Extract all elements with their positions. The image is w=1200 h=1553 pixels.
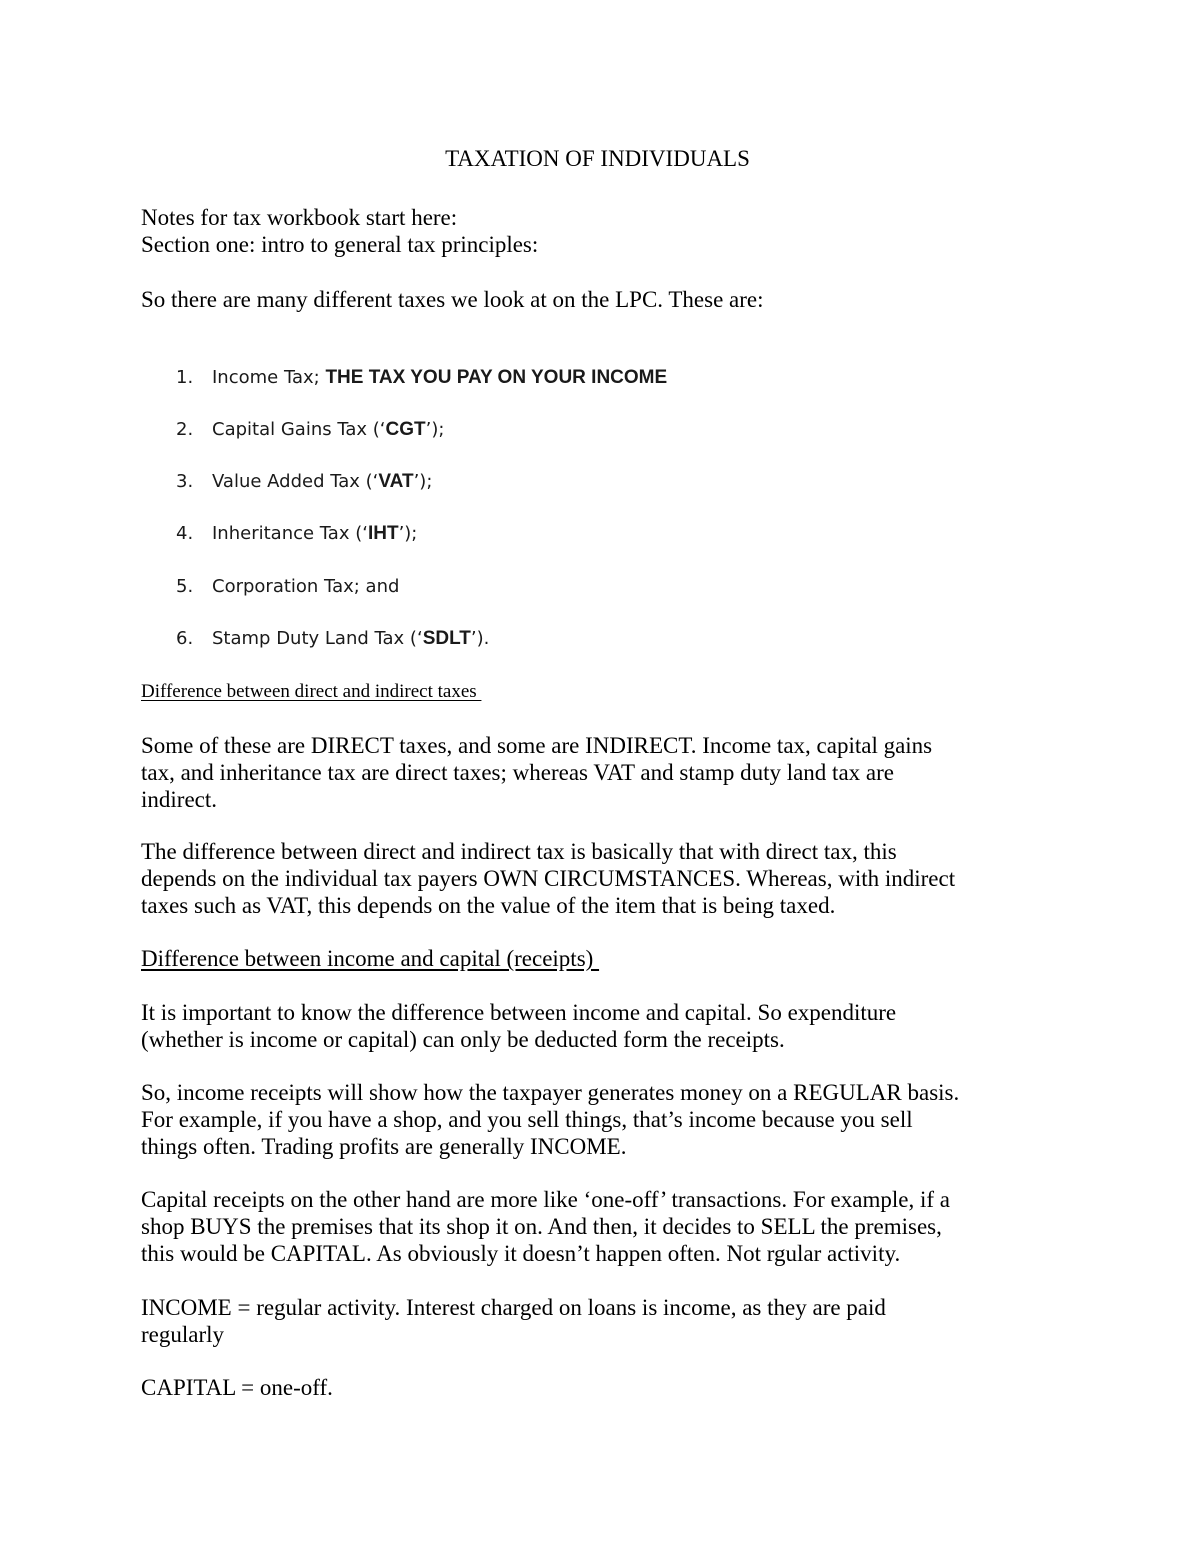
paragraph-capital-definition: CAPITAL = one-off. [141, 1375, 333, 1400]
paragraph-line: things often. Trading profits are generally INCOME. [141, 1134, 627, 1159]
paragraph-line: So, income receipts will show how the taxpayer generates money on a REGULAR basis. [141, 1080, 960, 1105]
paragraph-line: (whether is income or capital) can only be deducted form the receipts. [141, 1027, 785, 1052]
paragraph-line: It is important to know the difference between income and capital. So expenditure [141, 1000, 897, 1025]
list-text: Stamp Duty Land Tax (‘ [212, 628, 423, 649]
list-text: Income Tax; [212, 367, 326, 388]
list-text: Inheritance Tax (‘ [212, 523, 368, 544]
paragraph-line: this would be CAPITAL. As obviously it doesn’t happen often. Not rgular activity. [141, 1241, 901, 1266]
paragraph-line: Capital receipts on the other hand are more like ‘one-off’ transactions. For example, if a [141, 1187, 950, 1212]
intro-line-2: Section one: intro to general tax principles: [141, 232, 539, 257]
section-heading-income-capital: Difference between income and capital (receipts) [141, 946, 600, 971]
paragraph-line: shop BUYS the premises that its shop it on. And then, it decides to SELL the premises, [141, 1214, 942, 1239]
list-number: 4. [176, 523, 194, 544]
list-bold: SDLT [422, 628, 471, 649]
paragraph-line: tax, and inheritance tax are direct taxes; whereas VAT and stamp duty land tax are [141, 760, 894, 785]
list-bold: CGT [385, 419, 426, 440]
paragraph-line: regularly [141, 1322, 225, 1347]
list-number: 5. [176, 576, 194, 597]
paragraph-line: indirect. [141, 787, 217, 812]
list-text: Capital Gains Tax (‘ [212, 419, 386, 440]
section-heading-direct-indirect: Difference between direct and indirect taxes [141, 681, 482, 702]
list-number: 6. [176, 628, 194, 649]
lead-paragraph: So there are many different taxes we look at on the LPC. These are: [141, 287, 764, 312]
list-after: ’). [470, 628, 490, 649]
list-text: Corporation Tax; and [212, 576, 400, 597]
intro-line-1: Notes for tax workbook start here: [141, 205, 458, 230]
list-number: 3. [176, 471, 194, 492]
list-after: ’); [413, 471, 433, 492]
list-text: Value Added Tax (‘ [212, 471, 379, 492]
list-bold: THE TAX YOU PAY ON YOUR INCOME [325, 367, 668, 388]
paragraph-line: The difference between direct and indirect tax is basically that with direct tax, this [141, 839, 897, 864]
list-bold: VAT [378, 471, 414, 492]
list-after: ’); [398, 523, 418, 544]
paragraph-line: depends on the individual tax payers OWN CIRCUMSTANCES. Whereas, with indirect [141, 866, 956, 891]
paragraph-line: INCOME = regular activity. Interest charged on loans is income, as they are paid [141, 1295, 886, 1320]
paragraph-line: For example, if you have a shop, and you sell things, that’s income because you sell [141, 1107, 913, 1132]
list-bold: IHT [367, 523, 399, 544]
list-number: 2. [176, 419, 194, 440]
list-number: 1. [176, 367, 194, 388]
paragraph-line: Some of these are DIRECT taxes, and some are INDIRECT. Income tax, capital gains [141, 733, 933, 758]
document-title: TAXATION OF INDIVIDUALS [445, 146, 750, 171]
list-after: ’); [425, 419, 445, 440]
paragraph-line: taxes such as VAT, this depends on the value of the item that is being taxed. [141, 893, 836, 918]
